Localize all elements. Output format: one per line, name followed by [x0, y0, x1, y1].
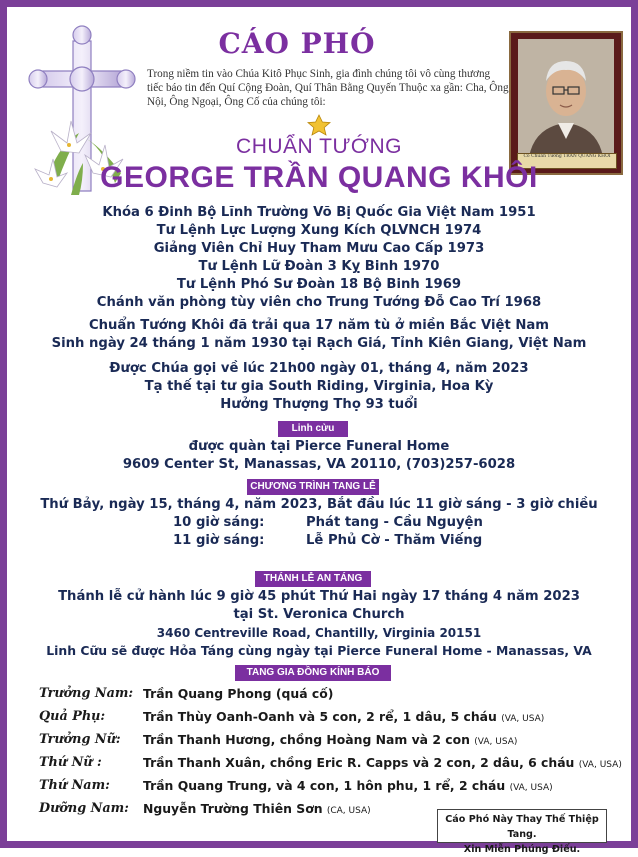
- family-member-row: [39, 751, 622, 774]
- burial-line: Linh Cữu sẽ được Hỏa Táng cùng ngày tại Pierce Funeral Home - Manassas, VA: [46, 643, 592, 658]
- family-member-name: Trần Thùy Oanh-Oanh và 5 con, 2 rể, 1 dâu, 5 cháu: [143, 709, 497, 724]
- family-member-text: [143, 797, 371, 823]
- program-date: [7, 496, 631, 514]
- family-header: TANG GIA ĐỒNG KÍNH BÁO: [235, 665, 391, 681]
- family-location: (CA, USA): [326, 806, 371, 816]
- intro-text: Trong niềm tin vào Chúa Kitô Phục Sinh, gia đình chúng tôi vô cùng thương tiếc báo tin đến Quí Cộng Đoàn, Quí Thân Bằng Quyến Thuộc xa gần: Cha, Ông Nội, Ông Ngoại, Ông Cố của chúng tôi:: [147, 68, 509, 108]
- program-time: 11 giờ sáng:: [173, 533, 265, 548]
- page-title: CÁO PHÓ: [218, 27, 376, 60]
- burial-block: [7, 588, 631, 660]
- gold-star-icon: [305, 114, 333, 136]
- rank-title: CHUẨN TƯỚNG: [236, 135, 402, 158]
- family-role: Trưởng Nữ:: [39, 732, 121, 747]
- bio-block: [7, 317, 631, 353]
- career-item: Giảng Viên Chỉ Huy Tham Mưu Cao Cấp 1973: [153, 241, 485, 256]
- family-member-name: Trần Quang Trung, và 4 con, 1 hôn phu, 1 rể, 2 cháu: [143, 778, 506, 793]
- career-list: [7, 204, 631, 312]
- bio-line: Chuẩn Tướng Khôi đã trải qua 17 năm tù ở miền Bắc Việt Nam: [88, 318, 550, 333]
- family-role: Dưỡng Nam:: [39, 801, 129, 816]
- family-member-row: [39, 774, 619, 797]
- family-member-row: [39, 682, 619, 705]
- program-time: 10 giờ sáng:: [173, 515, 265, 530]
- family-role: Thứ Nữ :: [39, 755, 102, 770]
- program-date-line: Thứ Bảy, ngày 15, tháng 4, năm 2023, Bắt đầu lúc 11 giờ sáng - 3 giờ chiều: [40, 497, 598, 512]
- death-line: Được Chúa gọi về lúc 21h00 ngày 01, tháng 4, năm 2023: [109, 361, 529, 376]
- career-item: Tư Lệnh Lực Lượng Xung Kích QLVNCH 1974: [156, 223, 482, 238]
- death-line: Hưởng Thượng Thọ 93 tuổi: [220, 397, 418, 412]
- family-member-name: Trần Thanh Hương, chồng Hoàng Nam và 2 con: [143, 732, 470, 747]
- notice-line: Cáo Phó Này Thay Thế Thiệp Tang.: [445, 814, 599, 840]
- burial-line: Thánh lễ cử hành lúc 9 giờ 45 phút Thứ Hai ngày 17 tháng 4 năm 2023: [58, 589, 580, 604]
- family-role: Thứ Nam:: [39, 778, 110, 793]
- portrait-plaque: Cố Chuẩn Tướng TRẦN QUANG KHÔI: [517, 153, 617, 169]
- linh-cuu-line: 9609 Center St, Manassas, VA 20110, (703)257-6028: [122, 457, 516, 472]
- family-location: (VA, USA): [501, 714, 545, 724]
- burial-header: THÁNH LỄ AN TÁNG: [255, 571, 371, 587]
- family-member-row: [39, 705, 619, 728]
- family-location: (VA, USA): [474, 737, 518, 747]
- linh-cuu-header: Linh cửu: [278, 421, 348, 437]
- family-location: (VA, USA): [509, 783, 553, 793]
- family-location: (VA, USA): [578, 760, 622, 770]
- family-role: Trưởng Nam:: [39, 686, 134, 701]
- death-line: Tạ thế tại tư gia South Riding, Virginia, Hoa Kỳ: [144, 379, 494, 394]
- linh-cuu-block: [7, 438, 631, 474]
- family-list: [39, 682, 622, 820]
- career-item: Tư Lệnh Lữ Đoàn 3 Kỵ Binh 1970: [198, 259, 440, 274]
- bio-line: Sinh ngày 24 tháng 1 năm 1930 tại Rạch Giá, Tỉnh Kiên Giang, Việt Nam: [51, 336, 587, 351]
- career-item: Khóa 6 Đinh Bộ Lĩnh Trường Võ Bị Quốc Gia Việt Nam 1951: [102, 205, 536, 220]
- burial-line: tại St. Veronica Church: [233, 607, 405, 622]
- burial-line: 3460 Centreville Road, Chantilly, Virginia 20151: [156, 626, 482, 640]
- death-block: [7, 360, 631, 414]
- career-item: Chánh văn phòng tùy viên cho Trung Tướng Đỗ Cao Trí 1968: [96, 295, 542, 310]
- family-member-name: Nguyễn Trường Thiên Sơn: [143, 801, 323, 816]
- family-member-name: Trần Thanh Xuân, chồng Eric R. Capps và 2 con, 2 dâu, 6 cháu: [143, 755, 575, 770]
- notice-line: Xin Miễn Phúng Điếu.: [463, 844, 581, 855]
- career-item: Tư Lệnh Phó Sư Đoàn 18 Bộ Binh 1969: [176, 277, 462, 292]
- program-header: CHƯƠNG TRÌNH TANG LỄ: [247, 479, 379, 495]
- notice-box: [437, 809, 607, 855]
- linh-cuu-line: được quàn tại Pierce Funeral Home: [188, 439, 450, 454]
- family-member-text: [143, 682, 333, 705]
- family-member-name: Trần Quang Phong (quá cố): [143, 686, 334, 701]
- program-event: Phát tang - Cầu Nguyện: [306, 515, 483, 530]
- program-event: Lễ Phủ Cờ - Thăm Viếng: [306, 533, 483, 548]
- family-member-row: [39, 728, 619, 751]
- deceased-name: GEORGE TRẦN QUANG KHÔI: [100, 161, 538, 194]
- family-role: Quả Phụ:: [39, 709, 106, 724]
